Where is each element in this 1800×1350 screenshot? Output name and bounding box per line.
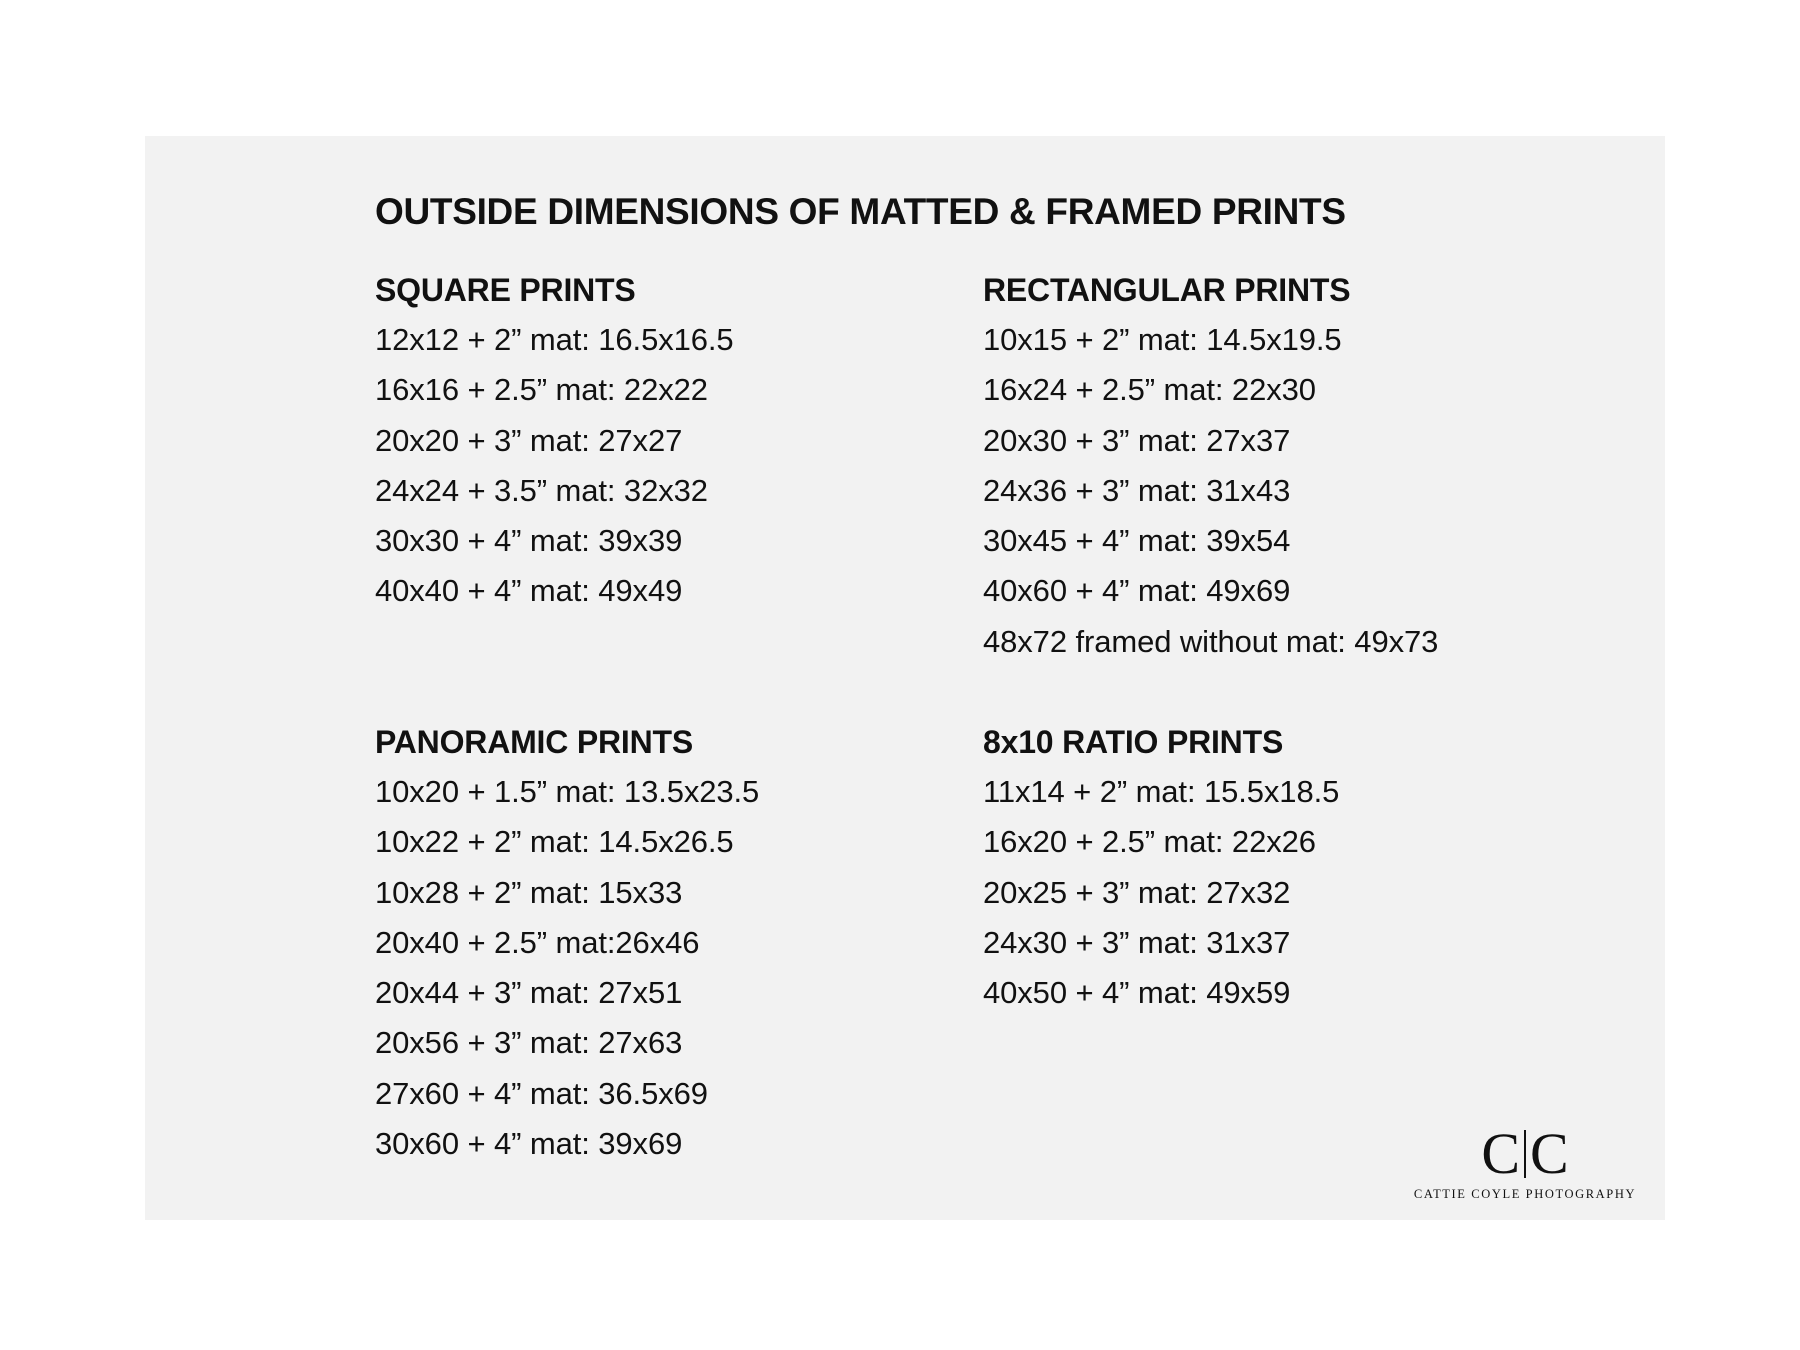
dimension-item: 40x40 + 4” mat: 49x49 bbox=[375, 573, 683, 609]
dimension-list bbox=[375, 767, 995, 1169]
dimension-item: 40x60 + 4” mat: 49x69 bbox=[983, 573, 1291, 609]
dimension-item: 30x30 + 4” mat: 39x39 bbox=[375, 523, 683, 559]
dimension-item: 20x30 + 3” mat: 27x37 bbox=[983, 422, 1291, 458]
section-rectangular-prints bbox=[983, 265, 1603, 667]
logo-monogram bbox=[1405, 1121, 1645, 1186]
section-heading: RECTANGULAR PRINTS bbox=[983, 272, 1351, 308]
dimension-item: 20x20 + 3” mat: 27x27 bbox=[375, 422, 683, 458]
dimension-item: 20x56 + 3” mat: 27x63 bbox=[375, 1025, 683, 1061]
logo-letter-left: C bbox=[1481, 1121, 1520, 1186]
dimension-item: 30x45 + 4” mat: 39x54 bbox=[983, 523, 1291, 559]
dimension-item: 30x60 + 4” mat: 39x69 bbox=[375, 1126, 683, 1162]
logo-divider bbox=[1524, 1130, 1526, 1178]
section-heading: SQUARE PRINTS bbox=[375, 272, 636, 308]
dimension-item: 10x20 + 1.5” mat: 13.5x23.5 bbox=[375, 774, 760, 809]
dimension-item: 24x30 + 3” mat: 31x37 bbox=[983, 924, 1291, 960]
section-heading: PANORAMIC PRINTS bbox=[375, 724, 693, 760]
dimension-item: 16x20 + 2.5” mat: 22x26 bbox=[983, 824, 1316, 860]
brand-logo bbox=[1405, 1121, 1645, 1202]
section-8x10-ratio-prints bbox=[983, 717, 1603, 1018]
dimension-item: 16x24 + 2.5” mat: 22x30 bbox=[983, 372, 1316, 408]
page-title: OUTSIDE DIMENSIONS OF MATTED & FRAMED PRINTS bbox=[375, 191, 1346, 232]
logo-letter-right: C bbox=[1530, 1121, 1569, 1186]
dimension-item: 20x40 + 2.5” mat:26x46 bbox=[375, 924, 700, 960]
dimension-item: 24x36 + 3” mat: 31x43 bbox=[983, 472, 1291, 508]
dimension-item: 48x72 framed without mat: 49x73 bbox=[983, 623, 1439, 659]
dimension-item: 16x16 + 2.5” mat: 22x22 bbox=[375, 372, 708, 408]
dimension-item: 11x14 + 2” mat: 15.5x18.5 bbox=[983, 774, 1340, 809]
section-square-prints bbox=[375, 265, 995, 617]
dimension-item: 20x25 + 3” mat: 27x32 bbox=[983, 874, 1291, 910]
dimension-item: 40x50 + 4” mat: 49x59 bbox=[983, 975, 1291, 1011]
dimension-item: 10x28 + 2” mat: 15x33 bbox=[375, 874, 683, 910]
logo-wordmark: CATTIE COYLE PHOTOGRAPHY bbox=[1413, 1187, 1637, 1201]
dimension-item: 10x15 + 2” mat: 14.5x19.5 bbox=[983, 322, 1342, 357]
dimension-list bbox=[375, 315, 995, 617]
dimension-item: 12x12 + 2” mat: 16.5x16.5 bbox=[375, 322, 734, 357]
section-heading: 8x10 RATIO PRINTS bbox=[983, 724, 1284, 760]
dimension-item: 24x24 + 3.5” mat: 32x32 bbox=[375, 472, 708, 508]
dimension-list bbox=[983, 767, 1603, 1018]
dimension-item: 20x44 + 3” mat: 27x51 bbox=[375, 975, 683, 1011]
dimension-item: 27x60 + 4” mat: 36.5x69 bbox=[375, 1075, 708, 1111]
section-panoramic-prints bbox=[375, 717, 995, 1169]
dimension-item: 10x22 + 2” mat: 14.5x26.5 bbox=[375, 824, 734, 860]
dimension-list bbox=[983, 315, 1603, 667]
